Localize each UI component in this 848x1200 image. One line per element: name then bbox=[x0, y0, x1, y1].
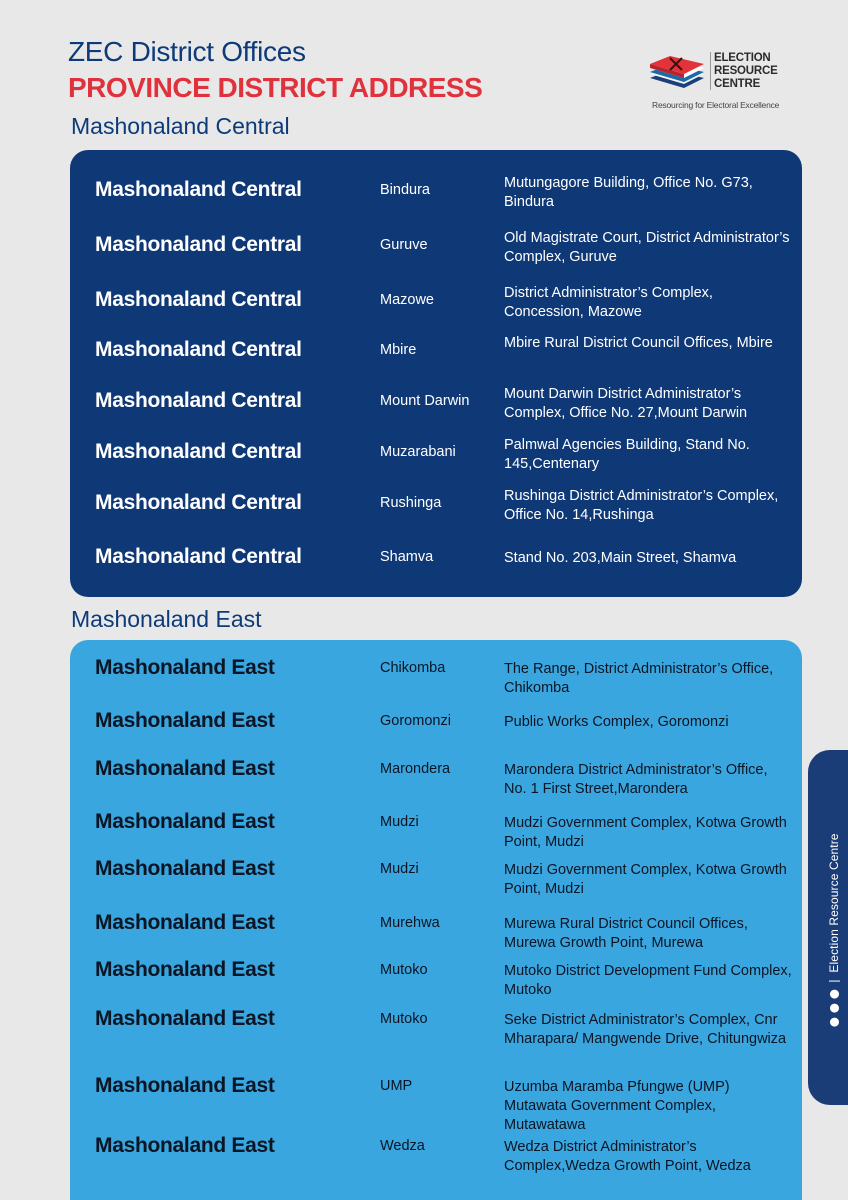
province-cell: Mashonaland Central bbox=[95, 389, 302, 412]
address-cell: District Administrator’s Complex, Concession, Mazowe bbox=[504, 285, 713, 320]
divider bbox=[829, 981, 840, 982]
province-cell: Mashonaland East bbox=[95, 958, 275, 981]
address-cell: Mudzi Government Complex, Kotwa Growth Point, Mudzi bbox=[504, 862, 787, 897]
province-cell: Mashonaland East bbox=[95, 810, 275, 833]
province-cell: Mashonaland Central bbox=[95, 545, 302, 568]
province-cell: Mashonaland Central bbox=[95, 233, 302, 256]
district-cell: Marondera bbox=[380, 761, 451, 777]
address-cell: Uzumba Maramba Pfungwe (UMP) Mutawata Government Complex, Mutawatawa bbox=[504, 1079, 730, 1133]
province-cell: Mashonaland Central bbox=[95, 440, 302, 463]
province-cell: Mashonaland Central bbox=[95, 178, 302, 201]
address-cell: Mutoko District Development Fund Complex, Mutoko bbox=[504, 963, 792, 998]
province-cell: Mashonaland Central bbox=[95, 288, 302, 311]
address-cell: Wedza District Administrator’s Complex,Wedza Growth Point, Wedza bbox=[504, 1139, 751, 1174]
district-cell: Chikomba bbox=[380, 660, 446, 676]
province-cell: Mashonaland East bbox=[95, 656, 275, 679]
district-cell: Bindura bbox=[380, 182, 430, 198]
district-cell: Murehwa bbox=[380, 915, 440, 931]
district-cell: Mutoko bbox=[380, 962, 428, 978]
district-cell: Muzarabani bbox=[380, 444, 456, 460]
district-cell: Mutoko bbox=[380, 1011, 428, 1027]
address-cell: Mudzi Government Complex, Kotwa Growth Point, Mudzi bbox=[504, 815, 787, 850]
address-cell: The Range, District Administrator’s Office, Chikomba bbox=[504, 661, 774, 696]
district-cell: Wedza bbox=[380, 1138, 425, 1154]
district-cell: Shamva bbox=[380, 549, 434, 565]
page-subtitle: PROVINCE DISTRICT ADDRESS bbox=[68, 72, 483, 103]
province-cell: Mashonaland East bbox=[95, 757, 275, 780]
district-cell: Mazowe bbox=[380, 292, 434, 308]
table-mashonaland-central bbox=[70, 150, 802, 597]
district-cell: Mudzi bbox=[380, 861, 419, 877]
address-cell: Marondera District Administrator’s Office, No. 1 First Street,Marondera bbox=[504, 762, 768, 797]
logo-tagline: Resourcing for Electoral Excellence bbox=[652, 100, 780, 110]
side-tab-label: Election Resource Centre bbox=[827, 833, 841, 973]
facebook-icon bbox=[830, 1004, 839, 1013]
table-mashonaland-east bbox=[70, 640, 802, 1200]
address-cell: Murewa Rural District Council Offices, Murewa Growth Point, Murewa bbox=[504, 916, 748, 951]
logo-divider bbox=[710, 52, 711, 90]
address-cell: Old Magistrate Court, District Administrator’s Complex, Guruve bbox=[504, 230, 790, 265]
province-cell: Mashonaland East bbox=[95, 1007, 275, 1030]
address-cell: Seke District Administrator’s Complex, Cnr Mharapara/ Mangwende Drive, Chitungwiza bbox=[504, 1012, 787, 1047]
section-heading-mashonaland-east: Mashonaland East bbox=[71, 606, 262, 632]
district-cell: Mudzi bbox=[380, 814, 419, 830]
district-cell: Guruve bbox=[380, 237, 428, 253]
side-tab-content bbox=[827, 833, 841, 1026]
province-cell: Mashonaland East bbox=[95, 857, 275, 880]
address-cell: Rushinga District Administrator’s Complex, Office No. 14,Rushinga bbox=[504, 488, 779, 523]
district-cell: Rushinga bbox=[380, 495, 442, 511]
district-cell: Goromonzi bbox=[380, 713, 451, 729]
address-cell: Mbire Rural District Council Offices, Mbire bbox=[504, 335, 773, 351]
side-tab bbox=[808, 750, 848, 1105]
province-cell: Mashonaland East bbox=[95, 1134, 275, 1157]
address-cell: Stand No. 203,Main Street, Shamva bbox=[504, 550, 737, 566]
twitter-icon bbox=[830, 990, 839, 999]
province-cell: Mashonaland East bbox=[95, 1074, 275, 1097]
district-cell: Mount Darwin bbox=[380, 393, 470, 409]
page-title: ZEC District Offices bbox=[68, 36, 306, 67]
erc-logo bbox=[648, 50, 798, 114]
district-cell: UMP bbox=[380, 1078, 413, 1094]
address-cell: Palmwal Agencies Building, Stand No. 145,Centenary bbox=[504, 437, 750, 472]
books-ballot-icon bbox=[648, 52, 706, 90]
address-cell: Public Works Complex, Goromonzi bbox=[504, 714, 729, 730]
section-heading-mashonaland-central: Mashonaland Central bbox=[71, 113, 290, 139]
province-cell: Mashonaland Central bbox=[95, 491, 302, 514]
instagram-icon bbox=[830, 1018, 839, 1027]
address-cell: Mount Darwin District Administrator’s Complex, Office No. 27,Mount Darwin bbox=[504, 386, 748, 421]
province-cell: Mashonaland East bbox=[95, 709, 275, 732]
province-cell: Mashonaland Central bbox=[95, 338, 302, 361]
logo-wordmark: ELECTION RESOURCE CENTRE bbox=[714, 52, 778, 90]
district-cell: Mbire bbox=[380, 342, 417, 358]
province-cell: Mashonaland East bbox=[95, 911, 275, 934]
address-cell: Mutungagore Building, Office No. G73, Bindura bbox=[504, 175, 753, 210]
